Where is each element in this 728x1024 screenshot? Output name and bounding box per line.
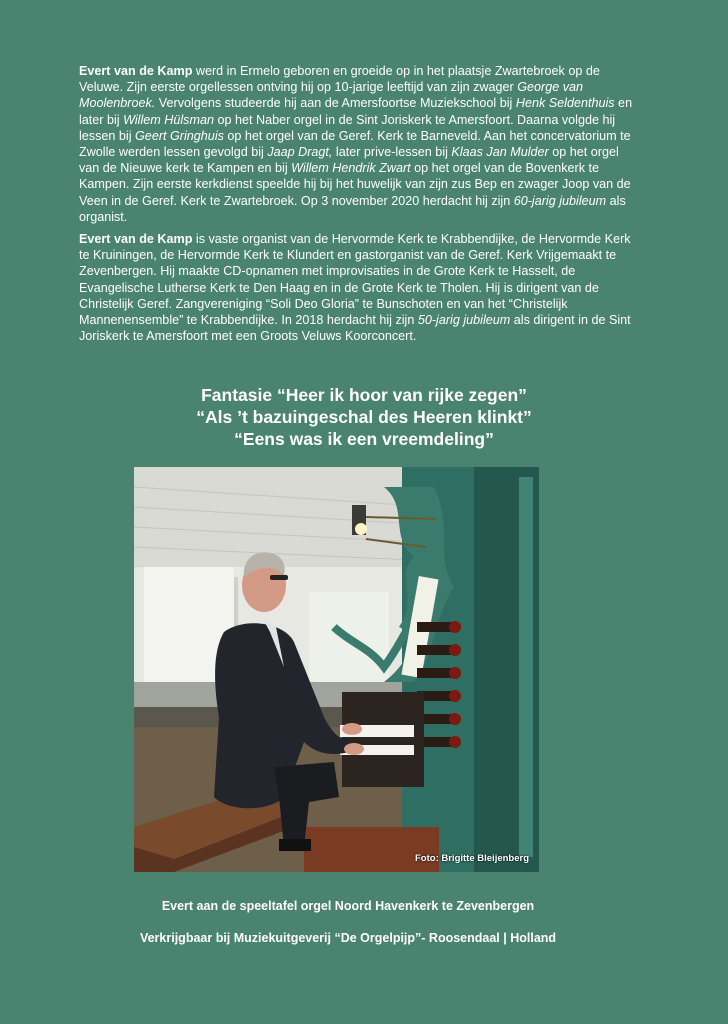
teacher-name: Willem Hülsman xyxy=(123,112,214,127)
bio-text: op het Naber orgel in de Sint Joriskerk te Amersfoort. Daarna volgde hij lessen bij xyxy=(79,112,616,143)
bio-text: later prive-lessen bij xyxy=(332,145,452,160)
photo-caption: Evert aan de speeltafel orgel Noord Havenkerk te Zevenbergen xyxy=(161,899,535,913)
bio-text: als organist. xyxy=(79,193,626,224)
teacher-name: George van Moolenbroek. xyxy=(79,80,584,111)
bio-text: op het orgel van de Geref. Kerk te Barneveld. Aan het concervatorium te Zwolle werden lessen gevolgd bij xyxy=(79,128,631,160)
organist-name: Evert van de Kamp xyxy=(79,64,193,78)
teacher-name: Henk Seldenthuis xyxy=(515,96,615,111)
piece-title: “Als ’t bazuingeschal des Heeren klinkt” xyxy=(196,407,532,427)
bio-text: Vervolgens studeerde hij aan de Amersfoortse Muziekschool bij xyxy=(155,96,516,111)
organist-photo xyxy=(134,467,539,872)
teacher-name: Klaas Jan Mulder xyxy=(451,145,549,160)
photo-credit: Foto: Brigitte Bleijenberg xyxy=(415,853,529,864)
piece-titles xyxy=(0,384,728,450)
piece-title: “Eens was ik een vreemdeling” xyxy=(234,429,494,449)
bio-text: op het orgel van de Bovenkerk te Kampen. Zijn eerste kerkdienst speelde hij bij het huwelijk van zijn zus Bep en zwager Joop van de Veen in de Geref. Kerk te Zwartebroek. Op 3 november 2020 herdacht hij zijn xyxy=(79,161,631,208)
organist-name: Evert van de Kamp xyxy=(79,232,193,246)
piece-title: Fantasie “Heer ik hoor van rijke zegen” xyxy=(201,385,527,405)
jubilee-label: 60-jarig jubileum xyxy=(513,193,607,208)
teacher-name: Geert Gringhuis xyxy=(135,128,224,143)
biography-paragraph-1 xyxy=(79,63,639,225)
jubilee-label: 50-jarig jubileum xyxy=(417,313,511,328)
bio-text: op het orgel van de Nieuwe kerk te Kampen en bij xyxy=(79,145,619,176)
bio-text: werd in Ermelo geboren en groeide op in het plaatsje Zwartebroek op de Veluwe. Zijn eerste orgellessen ontving hij op 10-jarige leeftijd van zijn zwager xyxy=(79,64,600,95)
bio-text: is vaste organist van de Hervormde Kerk te Krabbendijke, de Hervormde Kerk te Kruiningen, de Hervormde Kerk te Klundert en gastorganist van de Geref. Kerk Vrijgemaakt te Zevenbergen. Hij maakte CD-opnamen met improvisaties in de Grote Kerk te Hasselt, de Evangelische Lutherse Kerk te Den Haag en in de Grote Kerk te Tholen. Hij is dirigent van de Christelijk Geref. Zangvereniging “Soli Deo Gloria” te Bunschoten en van het “Christelijk Mannenensemble” te Krabbendijke. In 2018 herdacht hij zijn xyxy=(79,232,631,328)
availability-note: Verkrijgbaar bij Muziekuitgeverij “De Orgelpijp”- Roosendaal | Holland xyxy=(139,931,557,945)
teacher-name: Willem Hendrik Zwart xyxy=(291,161,411,176)
biography-paragraph-2 xyxy=(79,231,639,344)
teacher-name: Jaap Dragt, xyxy=(267,145,333,160)
bio-text: als dirigent in de Sint Joriskerk te Amersfoort met een Groots Veluws Koorconcert. xyxy=(79,313,631,344)
bio-text: en later bij xyxy=(79,96,633,127)
